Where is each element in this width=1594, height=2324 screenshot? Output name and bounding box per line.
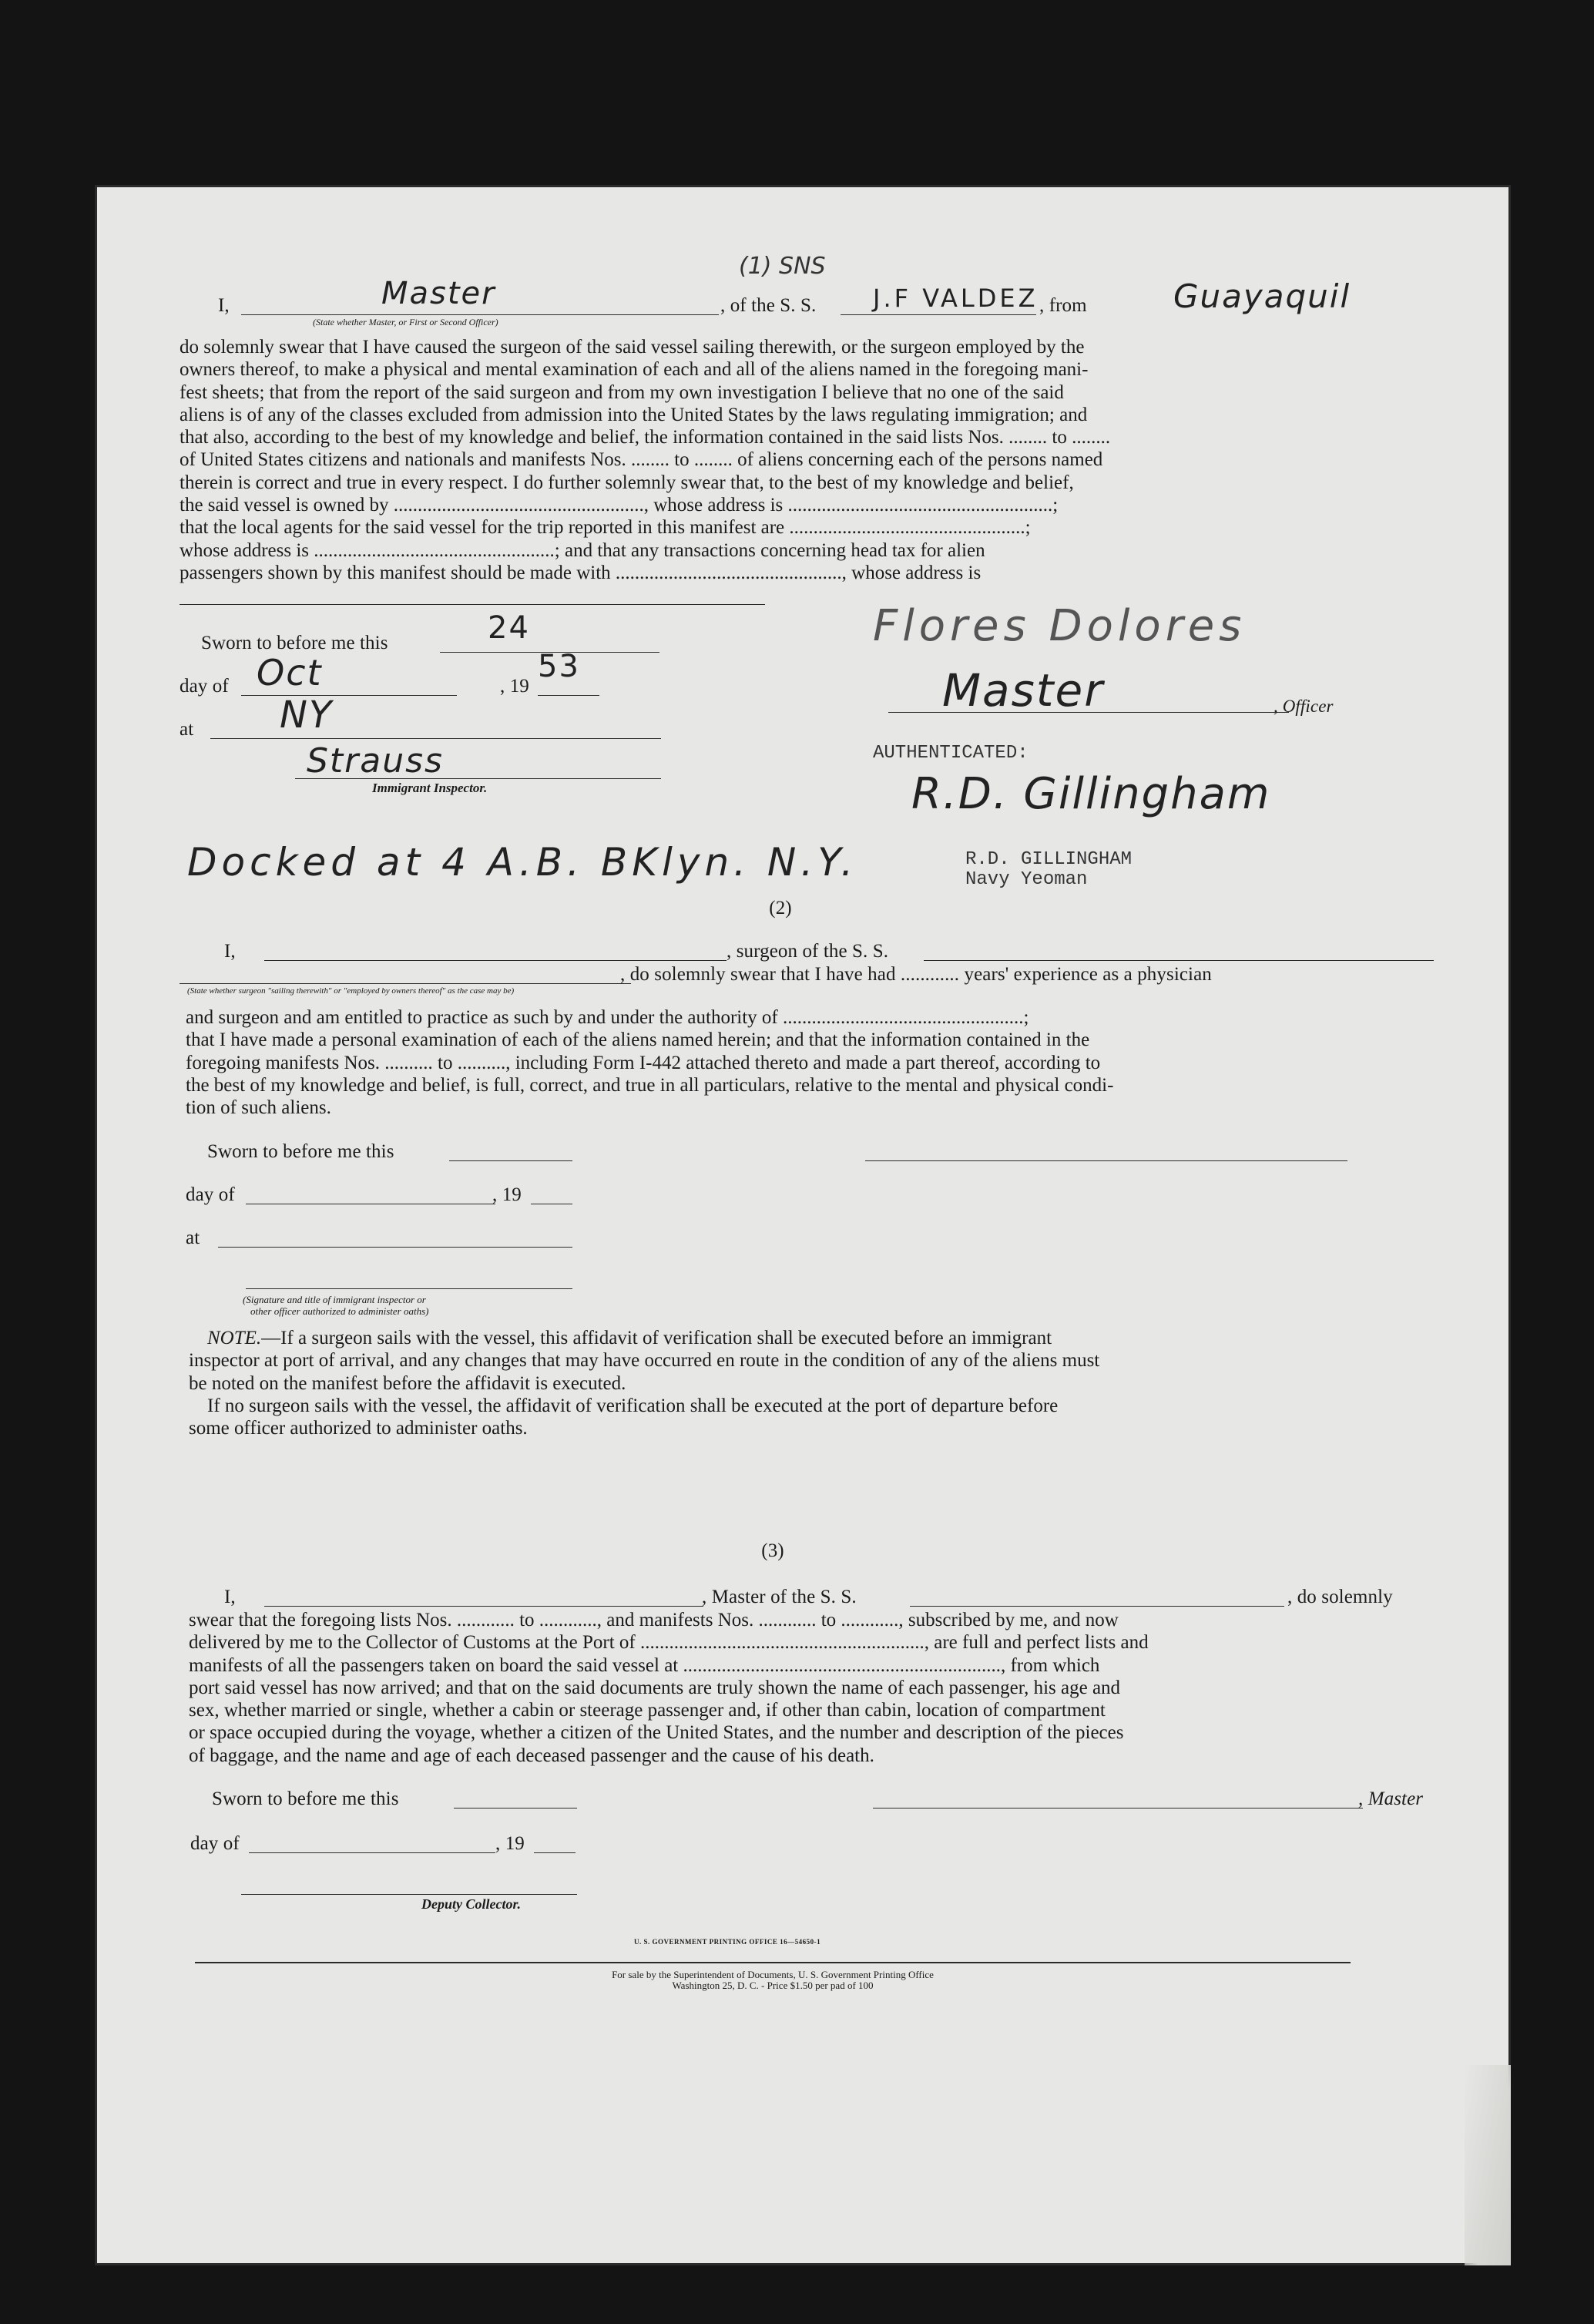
note-paragraph	[189, 1327, 1434, 1439]
surgeon-swear-line: , do solemnly swear that I have had ............ years' experience as a physician	[620, 964, 1212, 985]
year-prefix-3: , 19	[495, 1833, 525, 1854]
note-line: inspector at port of arrival, and any changes that may have occurred en route in the condition of any of the aliens must	[189, 1350, 1100, 1372]
section2-oath-text	[186, 1006, 1434, 1119]
month-handwriting: Oct	[257, 652, 323, 694]
month-line-1	[241, 695, 457, 696]
oath-line: or space occupied during the voyage, whether a citizen of the United States, and the number and description of the pieces	[189, 1722, 1124, 1744]
surgeon-status-caption: (State whether surgeon "sailing therewith" or "employed by owners thereof" as the case may be)	[187, 986, 515, 996]
officer-label: , Officer	[1274, 697, 1334, 716]
sworn-day-handwriting: 24	[488, 610, 530, 646]
section3-vessel-line	[910, 1606, 1284, 1607]
note2-line: If no surgeon sails with the vessel, the affidavit of verification shall be executed at the port of departure before	[207, 1395, 1059, 1416]
year-handwriting: 53	[538, 649, 580, 684]
at-line-1	[210, 738, 661, 739]
inspector-signature: Strauss	[307, 741, 444, 781]
sworn-day-line-2	[449, 1160, 572, 1161]
surgeon-of-ss-label: , surgeon of the S. S.	[727, 941, 889, 962]
vessel-line	[841, 314, 1036, 315]
at-place-handwriting: NY	[280, 694, 334, 737]
authenticator-name: R.D. GILLINGHAM	[965, 849, 1133, 870]
of-ss-label: , of the S. S.	[720, 295, 817, 316]
oath-line: aliens is of any of the classes excluded from admission into the United States by the laws regulating immigration; and	[180, 404, 1088, 425]
deputy-collector-label: Deputy Collector.	[421, 1896, 521, 1912]
oath-line: delivered by me to the Collector of Customs at the Port of ..........................................................., are full and perfect lists and	[189, 1632, 1149, 1654]
note-line: be noted on the manifest before the affidavit is executed.	[189, 1372, 626, 1394]
sworn-label-1: Sworn to before me this	[201, 633, 388, 653]
note-label: NOTE.	[207, 1328, 262, 1348]
section3-i-label: I,	[224, 1587, 236, 1607]
rank-handwriting: Master	[381, 276, 496, 311]
vessel-name-handwriting: J.F VALDEZ	[873, 284, 1039, 313]
title-caption: (State whether Master, or First or Second Officer)	[313, 317, 498, 327]
oath-line: port said vessel has now arrived; and that on the said documents are truly shown the name of each passenger, his age and	[189, 1677, 1121, 1698]
master-name-line	[264, 1606, 703, 1607]
oath-line: the best of my knowledge and belief, is full, correct, and true in all particulars, relative to the mental and physical condi-	[186, 1074, 1114, 1096]
oath-line: of United States citizens and nationals and manifests Nos. ........ to ........ of aliens concerning each of the persons named	[180, 449, 1103, 471]
note-line: —If a surgeon sails with the vessel, this affidavit of verification shall be executed before an immigrant	[261, 1328, 1052, 1348]
surgeon-status-line	[180, 983, 631, 984]
from-place-handwriting: Guayaquil	[1173, 277, 1351, 315]
sworn-label-2: Sworn to before me this	[207, 1141, 394, 1162]
oath-line: manifests of all the passengers taken on board the said vessel at .................................................................., from which	[189, 1654, 1100, 1676]
do-solemnly-label: , do solemnly	[1287, 1587, 1393, 1607]
oath-line: therein is correct and true in every respect. I do further solemnly swear that, to the best of my knowledge and belief,	[180, 472, 1074, 493]
oath-line: do solemnly swear that I have caused the surgeon of the said vessel sailing therewith, or the surgeon employed by the	[180, 337, 1085, 358]
day-of-label-1: day of	[180, 676, 229, 697]
from-label: , from	[1039, 295, 1087, 316]
section3-oath-text	[189, 1609, 1434, 1767]
officer-oath-signature-line	[246, 1288, 572, 1289]
oath-line: owners thereof, to make a physical and mental examination of each and all of the aliens named in the foregoing mani-	[180, 359, 1089, 381]
oath-line: that also, according to the best of my knowledge and belief, the information contained in the said lists Nos. ........ to ........	[180, 427, 1111, 448]
note2-line: some officer authorized to administer oaths.	[189, 1418, 528, 1439]
section1-i-label: I,	[218, 295, 230, 316]
oath-line: sex, whether married or single, whether a cabin or steerage passenger and, if other than cabin, location of compartment	[189, 1700, 1106, 1721]
authenticated-label: AUTHENTICATED:	[873, 743, 1029, 764]
at-label-1: at	[180, 719, 194, 740]
authenticator-signature: R.D. Gillingham	[911, 769, 1271, 819]
oath-line: tion of such aliens.	[186, 1097, 331, 1119]
oath-line: whose address is ..................................................; and that any transactions concerning head tax for alien	[180, 539, 985, 561]
master-of-ss-label: , Master of the S. S.	[702, 1587, 857, 1607]
officer-signature-line	[888, 712, 1289, 713]
at-line-2	[218, 1247, 572, 1248]
title-line	[241, 314, 719, 315]
surgeon-vessel-line	[924, 960, 1434, 961]
oath-line: and surgeon and am entitled to practice as such by and under the authority of ..................................................;	[186, 1007, 1029, 1028]
authenticator-title: Navy Yeoman	[965, 869, 1088, 890]
master-word-handwriting: Master	[942, 664, 1105, 717]
at-label-2: at	[186, 1227, 200, 1248]
docked-note-handwriting: Docked at 4 A.B. BKlyn. N.Y.	[187, 840, 858, 885]
section1-oath-text	[180, 336, 1434, 584]
address-continuation-line	[180, 604, 765, 605]
month-line-3	[249, 1852, 495, 1853]
manifest-affidavit-page	[95, 185, 1511, 2265]
section1-vessel-prefix: (1) SNS	[739, 253, 826, 280]
sig-caption-2: other officer authorized to administer oaths)	[250, 1305, 429, 1317]
year-prefix-1: , 19	[500, 676, 529, 697]
section3-number: (3)	[761, 1540, 784, 1561]
oath-line: foregoing manifests Nos. .......... to .........., including Form I-442 attached thereto and made a part thereof, according to	[186, 1052, 1101, 1073]
oath-line: that the local agents for the said vessel for the trip reported in this manifest are .................................................;	[180, 517, 1031, 539]
section2-i-label: I,	[224, 941, 236, 962]
sworn-label-3: Sworn to before me this	[212, 1788, 399, 1809]
immigrant-inspector-label: Immigrant Inspector.	[372, 781, 488, 795]
surgeon-name-line	[264, 960, 727, 961]
footer-line-1: For sale by the Superintendent of Documents, U. S. Government Printing Office	[612, 1969, 934, 1980]
year-line-3	[534, 1852, 576, 1853]
footer-divider	[195, 1962, 1351, 1963]
section2-number: (2)	[769, 898, 792, 919]
oath-line: the said vessel is owned by ...................................................., whose address is .......................................................;	[180, 495, 1059, 516]
day-of-label-2: day of	[186, 1184, 235, 1205]
year-line-1	[538, 695, 599, 696]
page-fold-shadow	[1465, 2065, 1511, 2265]
oath-line: passengers shown by this manifest should be made with ..............................................., whose address is	[180, 562, 982, 583]
year-prefix-2: , 19	[492, 1184, 522, 1205]
oath-line: fest sheets; that from the report of the said surgeon and from my own investigation I believe that no one of the said	[180, 381, 1064, 403]
master-signature: Flores Dolores	[873, 601, 1247, 651]
oath-line: that I have made a personal examination of each of the aliens named herein; and that the information contained in the	[186, 1029, 1090, 1051]
footer-line-2: Washington 25, D. C. - Price $1.50 per pad of 100	[672, 1980, 874, 1991]
oath-line: swear that the foregoing lists Nos. ............ to ............, and manifests Nos. ............ to ............, subscribed by me, and now	[189, 1610, 1119, 1630]
master-label-3: , Master	[1358, 1788, 1424, 1809]
oath-line: of baggage, and the name and age of each deceased passenger and the cause of his death.	[189, 1745, 874, 1766]
surgeon-signature-line	[865, 1160, 1347, 1161]
gpo-imprint: U. S. GOVERNMENT PRINTING OFFICE 16—54650-1	[634, 1938, 821, 1946]
sig-caption-1: (Signature and title of immigrant inspector or	[243, 1294, 426, 1305]
day-of-label-3: day of	[190, 1833, 240, 1854]
deputy-collector-signature-line	[241, 1894, 577, 1895]
